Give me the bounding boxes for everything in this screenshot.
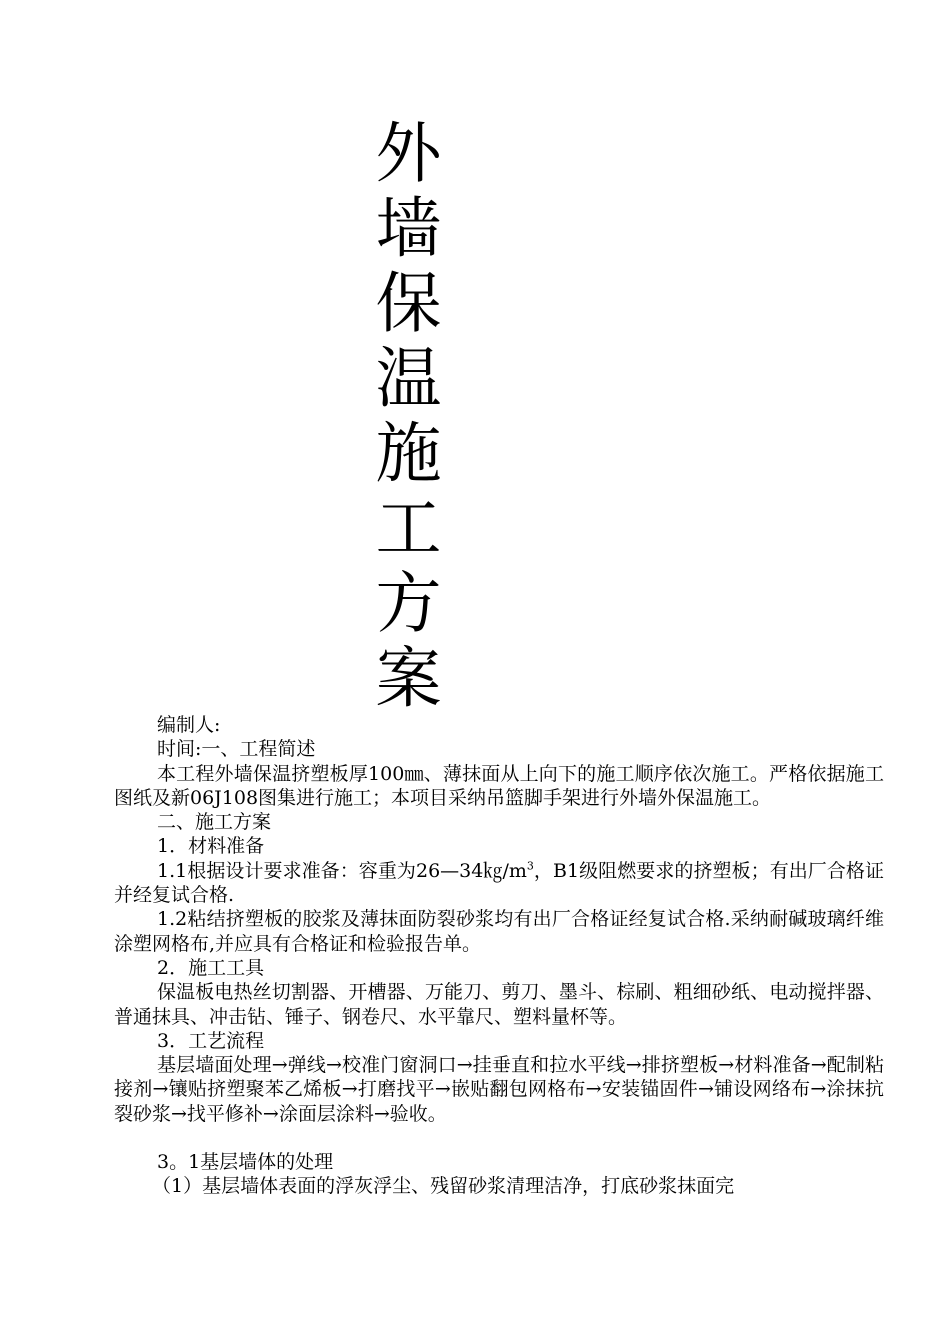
author-label: 编制人: [157,714,221,736]
blank-line [114,1126,884,1150]
base-wall-heading: 3。1基层墙体的处理 [157,1151,334,1174]
tools-heading: 2．施工工具 [157,956,265,979]
document-title: 外墙保温施工方案 [364,118,441,718]
document-body [114,713,884,1199]
base-wall-item-1: （1）基层墙体表面的浮灰浮尘、残留砂浆清理洁净，打底砂浆抹面完 [152,1175,735,1198]
time-and-section1-heading: 时间:一、工程简述 [157,738,316,761]
project-intro-paragraph: 本工程外墙保温挤塑板厚100㎜、薄抹面从上向下的施工顺序依次施工。严格依据施工图纸及新06J108图集进行施工；本项目采纳吊篮脚手架进行外墙外保温施工。 [114,762,884,809]
process-flow-paragraph: 基层墙面处理→弹线→校准门窗洞口→挂垂直和拉水平线→排挤塑板→材料准备→配制粘接剂→镶贴挤塑聚苯乙烯板→打磨找平→嵌贴翻包网格布→安装锚固件→铺设网络布→涂抹抗裂砂浆→找平修补→涂面层涂料→验收。 [114,1054,884,1125]
material-item-1-1-tail: ，B1级阻燃要求的挤塑板；有出厂合格证并经复试合格. [114,859,884,907]
section2-heading: 二、施工方案 [157,811,272,834]
material-item-1-1 [114,859,884,908]
material-item-1-1-text: 1.1根据设计要求准备：容重为26—34㎏/m [157,859,527,882]
material-item-1-2: 1.2粘结挤塑板的胶浆及薄抹面防裂砂浆均有出厂合格证经复试合格.采纳耐碱玻璃纤维涂塑网格布,并应具有合格证和检验报告单。 [114,908,884,955]
superscript-3: 3 [526,859,534,873]
materials-heading: 1．材料准备 [157,835,265,858]
process-heading: 3．工艺流程 [157,1029,265,1052]
tools-paragraph: 保温板电热丝切割器、开槽器、万能刀、剪刀、墨斗、棕刷、粗细砂纸、电动搅拌器、普通抹具、冲击钻、锤子、钢卷尺、水平靠尺、塑料量杯等。 [114,981,884,1028]
